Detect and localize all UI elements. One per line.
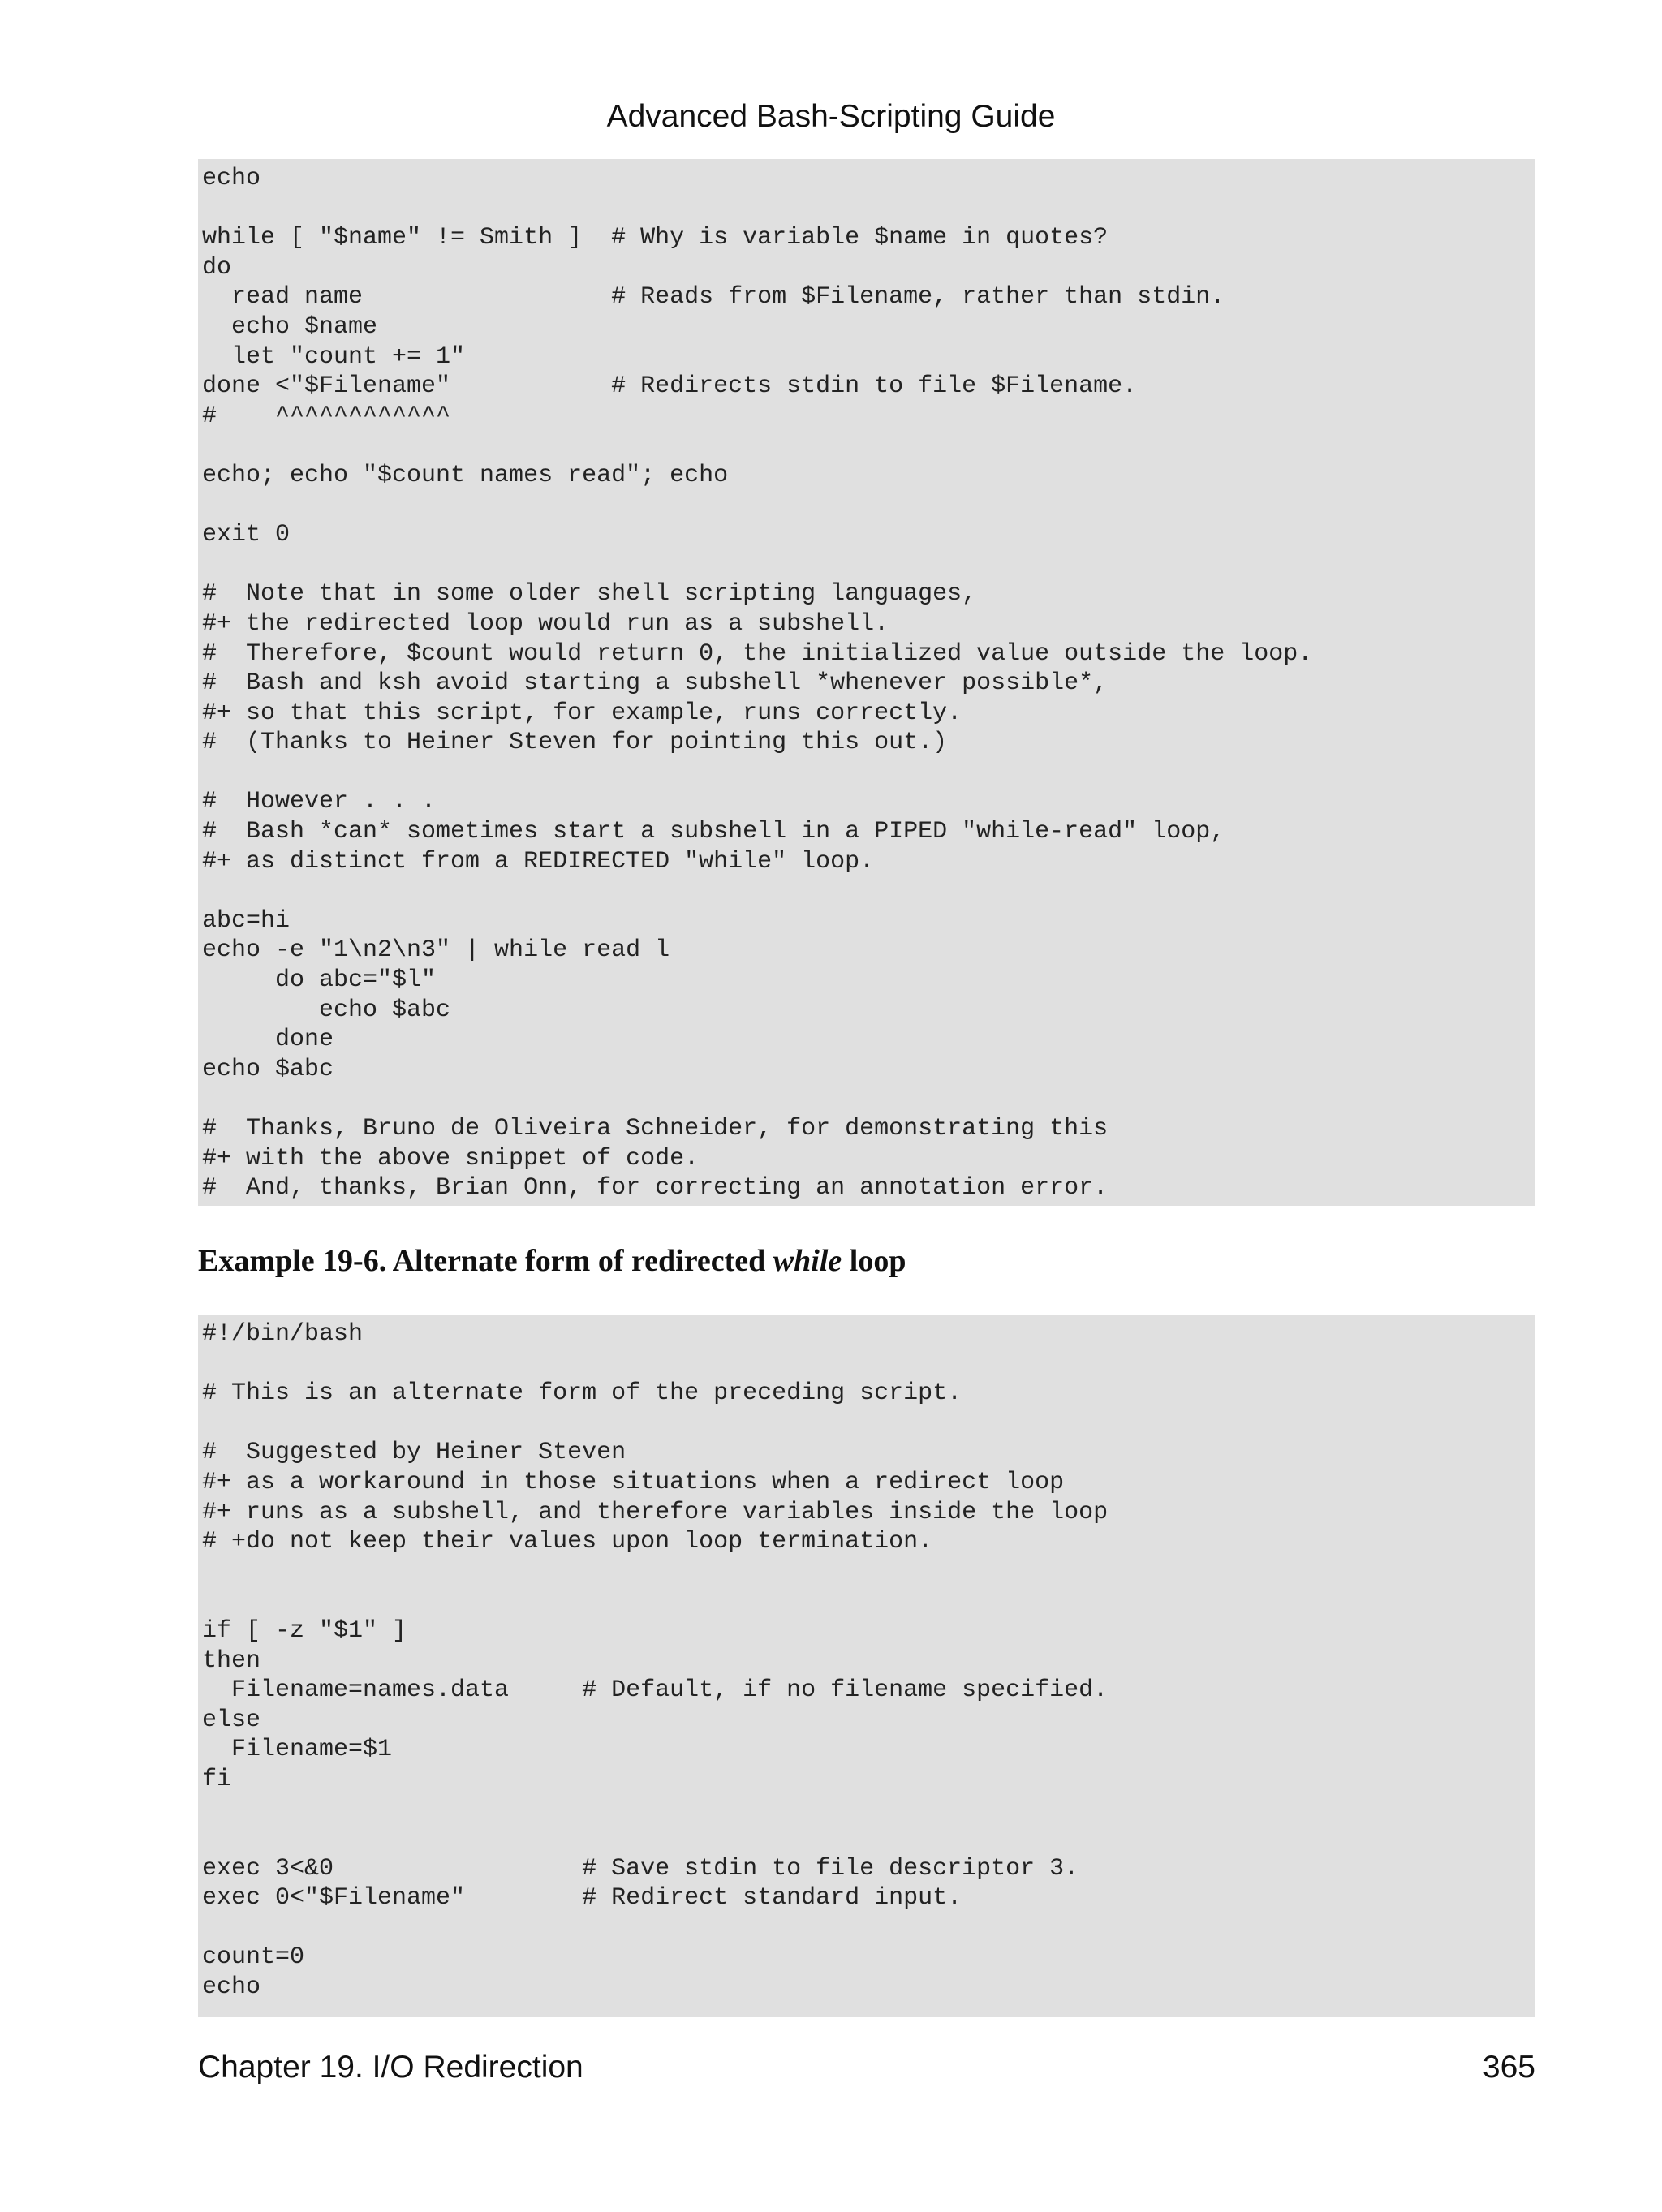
example-title-prefix: Example 19-6. Alternate form of redirected — [198, 1244, 773, 1278]
code-line: # However . . . — [202, 788, 437, 816]
code-line: # Thanks, Bruno de Oliveira Schneider, for demonstrating this — [202, 1115, 1109, 1143]
page-number: 365 — [1482, 2050, 1535, 2085]
running-header: Advanced Bash-Scripting Guide — [606, 99, 1056, 134]
code-line — [202, 1349, 1535, 1379]
code-line: exec 0<"$Filename" # Redirect standard input. — [202, 1884, 962, 1913]
code-line: # Therefore, $count would return 0, the initialized value outside the loop. — [202, 639, 1313, 668]
code-line: Filename=names.data # Default, if no filename specified. — [202, 1676, 1109, 1705]
example-title — [198, 1242, 906, 1280]
code-line: fi — [202, 1765, 232, 1793]
code-line: let "count += 1" — [202, 342, 466, 371]
code-line — [202, 1409, 1535, 1439]
code-line: # Bash *can* sometimes start a subshell in a PIPED "while-read" loop, — [202, 818, 1225, 846]
code-line — [202, 1586, 1535, 1616]
code-line: # And, thanks, Brian Onn, for correcting an annotation error. — [202, 1174, 1109, 1203]
code-line — [202, 1084, 1535, 1114]
code-line: do abc="$l" — [202, 966, 437, 995]
code-line: #+ with the above snippet of code. — [202, 1144, 700, 1173]
code-line — [202, 431, 1535, 461]
code-line: # ^^^^^^^^^^^^ — [202, 402, 451, 430]
footer-chapter: Chapter 19. I/O Redirection — [198, 2050, 583, 2085]
code-line — [202, 758, 1535, 788]
code-line: # Bash and ksh avoid starting a subshell *whenever possible*, — [202, 669, 1109, 698]
code-line: done — [202, 1026, 334, 1054]
code-line: echo $abc — [202, 996, 451, 1024]
code-line: #+ so that this script, for example, runs correctly. — [202, 699, 962, 727]
code-line: echo — [202, 1973, 261, 2002]
code-line: # (Thanks to Heiner Steven for pointing this out.) — [202, 729, 948, 757]
code-line: # This is an alternate form of the preceding script. — [202, 1379, 962, 1408]
code-line: if [ -z "$1" ] — [202, 1616, 407, 1645]
code-line — [202, 491, 1535, 521]
code-line: Filename=$1 — [202, 1736, 393, 1764]
code-line: echo $name — [202, 312, 378, 341]
code-line: #+ as a workaround in those situations when a redirect loop — [202, 1468, 1065, 1496]
code-line: done <"$Filename" # Redirects stdin to file $Filename. — [202, 372, 1138, 401]
example-title-suffix: loop — [842, 1244, 906, 1278]
code-line: exec 3<&0 # Save stdin to file descriptor 3. — [202, 1854, 1079, 1883]
code-line: # Suggested by Heiner Steven — [202, 1439, 626, 1467]
code-line — [202, 1824, 1535, 1854]
code-line: #!/bin/bash — [202, 1320, 364, 1348]
code-line: else — [202, 1706, 261, 1734]
code-line: # Note that in some older shell scripting languages, — [202, 580, 977, 609]
code-line — [202, 1913, 1535, 1943]
example-title-italic: while — [773, 1244, 842, 1278]
code-line: abc=hi — [202, 906, 291, 935]
code-line: # +do not keep their values upon loop termination. — [202, 1528, 933, 1556]
code-line: exit 0 — [202, 521, 291, 549]
code-line — [202, 1557, 1535, 1587]
code-line: do — [202, 253, 232, 282]
code-line: echo — [202, 165, 261, 192]
code-line: while [ "$name" != Smith ] # Why is variable $name in quotes? — [202, 224, 1109, 252]
code-line: #+ runs as a subshell, and therefore variables inside the loop — [202, 1498, 1109, 1526]
code-line: echo $abc — [202, 1055, 334, 1083]
code-line: #+ the redirected loop would run as a subshell. — [202, 609, 889, 638]
code-line: then — [202, 1646, 261, 1675]
code-line: read name # Reads from $Filename, rather than stdin. — [202, 283, 1225, 312]
code-block-alternate-form — [198, 1315, 1535, 2017]
code-line — [202, 876, 1535, 906]
code-line: echo -e "1\n2\n3" | while read l — [202, 936, 670, 965]
code-line — [202, 1795, 1535, 1825]
code-line: #+ as distinct from a REDIRECTED "while" loop. — [202, 847, 875, 876]
code-line: echo; echo "$count names read"; echo — [202, 461, 729, 489]
code-line — [202, 550, 1535, 580]
code-line — [202, 194, 1535, 224]
code-block-while-loop — [198, 159, 1535, 1206]
code-line: count=0 — [202, 1943, 305, 1972]
